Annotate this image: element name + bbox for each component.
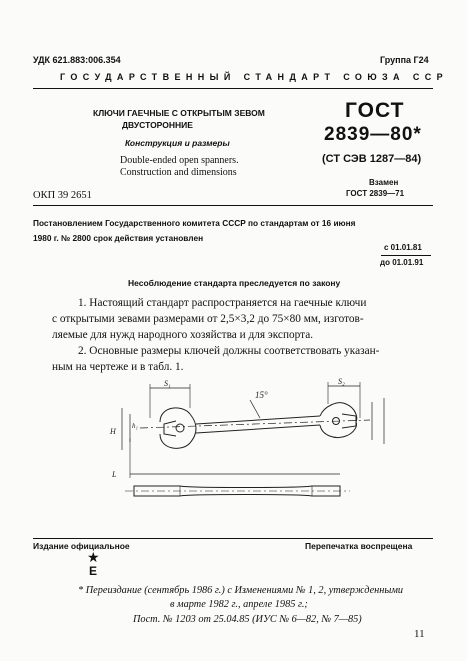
- page-number: 11: [414, 628, 425, 640]
- footer-rule: [33, 538, 433, 539]
- title-ru-line1: КЛЮЧИ ГАЕЧНЫЕ С ОТКРЫТЫМ ЗЕВОМ: [93, 108, 265, 118]
- title-en-line1: Double-ended open spanners.: [120, 155, 239, 166]
- official-edition: Издание официальное: [33, 541, 130, 551]
- paragraph2-line2: ным на чертеже и в табл. 1.: [52, 361, 184, 373]
- spanner-side-view: [125, 486, 350, 496]
- star-mark: ★: [87, 551, 100, 566]
- angle-label: 15°: [255, 390, 268, 400]
- st-sev-number: (СТ СЭВ 1287—84): [322, 153, 422, 165]
- paragraph2-line1: 2. Основные размеры ключей должны соответствовать указан-: [78, 345, 380, 357]
- decree-line1: Постановлением Государственного комитета СССР по стандартам от 16 июня: [33, 218, 356, 228]
- spanner-right-head: [320, 403, 357, 438]
- reissue-note-line3: Пост. № 1203 от 25.04.85 (ИУС № 6—82, № 7—85): [133, 614, 362, 625]
- dim-label-hs: h₁: [132, 422, 138, 430]
- paragraph1-line2: с открытыми зевами размерами от 2,5×3,2 до 75×80 мм, изготов-: [52, 313, 364, 325]
- e-mark: Е: [89, 564, 98, 578]
- header-rule: [33, 88, 433, 89]
- state-standard-heading: ГОСУДАРСТВЕННЫЙ СТАНДАРТ СОЮЗА ССР: [60, 72, 449, 82]
- dim-label-l: L: [112, 470, 117, 479]
- reprint-prohibited: Перепечатка воспрещена: [305, 541, 413, 551]
- validity-to: до 01.01.91: [380, 258, 424, 267]
- angle-leader: [250, 400, 260, 418]
- reissue-note-line2: в марте 1982 г., апреле 1985 г.;: [170, 599, 308, 610]
- title-en-line2: Construction and dimensions: [120, 167, 237, 178]
- spanner-handle: [196, 416, 320, 433]
- dim-label-s1: S₁: [164, 379, 171, 388]
- udk-code: УДК 621.883:006.354: [33, 55, 121, 65]
- reissue-note-line1: * Переиздание (сентябрь 1986 г.) с Изменениями № 1, 2, утвержденными: [78, 585, 404, 596]
- paragraph1-line3: ляемые для нужд народного хозяйства и для экспорта.: [52, 329, 314, 341]
- title-rule: [33, 205, 433, 206]
- legal-warning: Несоблюдение стандарта преследуется по закону: [128, 278, 341, 288]
- replaces-standard: ГОСТ 2839—71: [346, 189, 405, 198]
- paragraph1-line1: 1. Настоящий стандарт распространяется на гаечные ключи: [78, 297, 367, 309]
- title-ru-subtitle: Конструкция и размеры: [125, 138, 230, 148]
- validity-from: с 01.01.81: [384, 243, 422, 252]
- okp-code: ОКП 39 2651: [33, 190, 92, 201]
- dim-label-h: H: [110, 427, 116, 436]
- replaces-label: Взамен: [369, 178, 399, 187]
- decree-line2: 1980 г. № 2800 срок действия установлен: [33, 233, 204, 243]
- dim-label-s2: S₂: [338, 378, 345, 386]
- title-ru-line2: ДВУСТОРОННИЕ: [122, 120, 193, 130]
- gost-number: 2839—80*: [324, 124, 422, 145]
- gost-label: ГОСТ: [345, 99, 405, 122]
- spanner-drawing: [100, 378, 410, 508]
- validity-rule: [381, 255, 431, 256]
- group-code: Группа Г24: [380, 55, 429, 65]
- spanner-left-head: [160, 408, 196, 448]
